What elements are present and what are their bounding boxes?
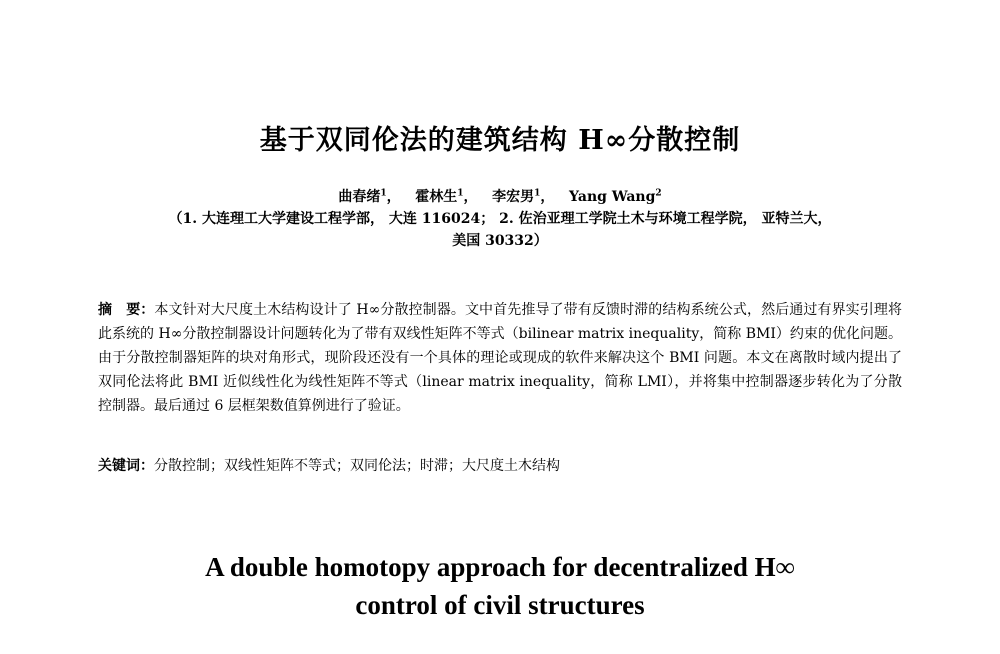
affiliation-line-2: 美国 30332） — [452, 233, 548, 249]
author-affiliation-mark: 1 — [457, 188, 464, 199]
author-affiliation-mark: 2 — [655, 188, 662, 199]
keywords-text: 分散控制；双线性矩阵不等式；双同伦法；时滞；大尺度土木结构 — [154, 458, 560, 474]
english-title — [0, 548, 1000, 624]
author-affiliation-mark: 1 — [534, 188, 541, 199]
abstract — [98, 298, 902, 418]
author-name: 曲春绪 — [338, 189, 381, 205]
keywords-label: 关键词： — [98, 458, 154, 474]
english-title-line-2: control of civil structures — [355, 590, 645, 620]
author-list — [0, 186, 1000, 206]
author-separator: ， — [386, 189, 401, 205]
author-name: Yang Wang — [569, 189, 656, 205]
author-affiliation-mark: 1 — [380, 188, 387, 199]
author-name: 李宏男 — [492, 189, 535, 205]
abstract-text: 本文针对大尺度土木结构设计了 H∞分散控制器。文中首先推导了带有反馈时滞的结构系统公式，然后通过有界实引理将此系统的 H∞分散控制器设计问题转化为了带有双线性矩阵不等式（bilinear matrix inequality，简称 BMI）约束的优化问题。由于分散控制器矩阵的块对角形式，现阶段还没有一个具体的理论或现成的软件来解决这个 BMI 问题。本文在离散时域内提出了双同伦法将此 BMI 近似线性化为线性矩阵不等式（linear matrix inequality，简称 LMI），并将集中控制器逐步转化为了分散控制器。最后通过 6 层框架数值算例进行了验证。 — [98, 302, 902, 414]
chinese-title: 基于双同伦法的建筑结构 H∞分散控制 — [259, 125, 741, 156]
keywords — [98, 454, 902, 478]
english-title-line-1: A double homotopy approach for decentralized H∞ — [205, 552, 795, 582]
author-name: 霍林生 — [415, 189, 458, 205]
affiliation-line-1: （1. 大连理工大学建设工程学部， 大连 116024； 2. 佐治亚理工学院土木与环境工程学院， 亚特兰大， — [168, 211, 832, 227]
author-separator: ， — [463, 189, 478, 205]
author-separator: ， — [540, 189, 555, 205]
abstract-label: 摘 要： — [98, 302, 155, 318]
